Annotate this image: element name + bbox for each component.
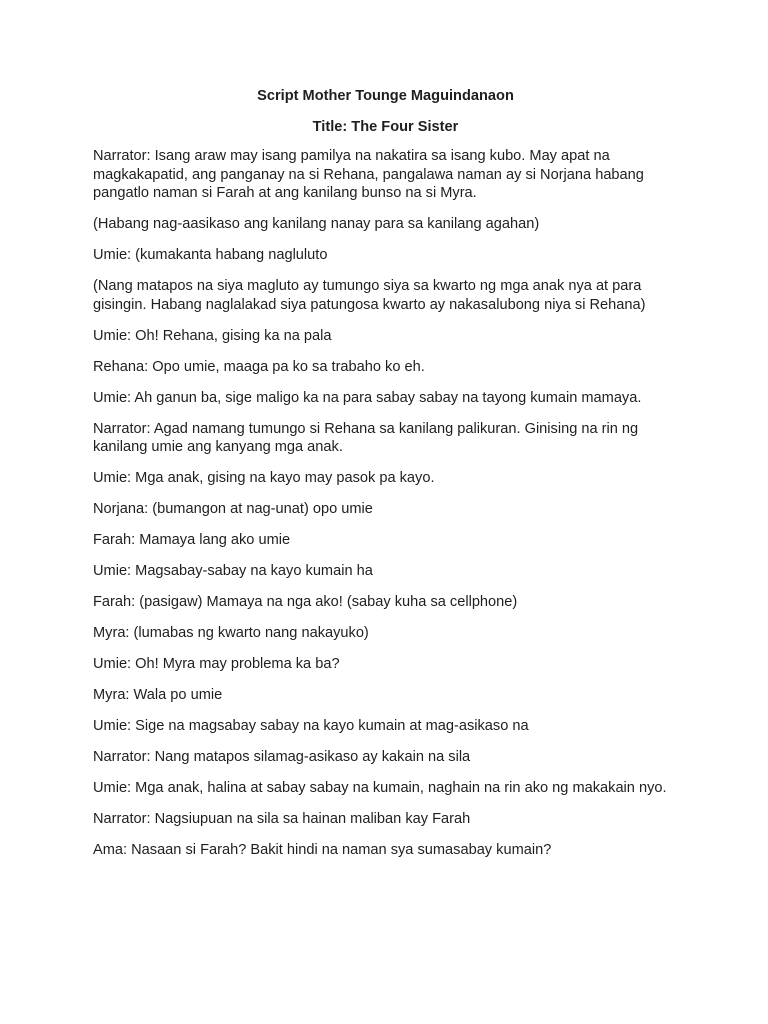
script-line: Umie: Oh! Rehana, gising ka na pala (93, 327, 332, 344)
script-line: Myra: Wala po umie (93, 687, 223, 703)
script-line: Umie: Ah ganun ba, sige maligo ka na para sabay sabay na tayong kumain mamaya. (93, 389, 642, 406)
script-line: Umie: (kumakanta habang nagluluto (93, 247, 328, 263)
script-line: Narrator: Nagsiupuan na sila sa hainan maliban kay Farah (93, 811, 471, 827)
script-line: Umie: Mga anak, gising na kayo may pasok pa kayo. (93, 470, 435, 486)
script-line: Farah: Mamaya lang ako umie (93, 532, 291, 548)
script-line: (Habang nag-aasikaso ang kanilang nanay para sa kanilang agahan) (93, 216, 540, 232)
script-line: Narrator: Agad namang tumungo si Rehana sa kanilang palikuran. Ginising na rin ng kanilang umie ang kanyang mga anak. (93, 420, 639, 455)
script-line: Umie: Mga anak, halina at sabay sabay na kumain, naghain na rin ako ng makakain nyo. (93, 780, 667, 796)
script-line: Farah: (pasigaw) Mamaya na nga ako! (sabay kuha sa cellphone) (93, 594, 518, 610)
script-line: Umie: Sige na magsabay sabay na kayo kumain at mag-asikaso na (93, 718, 529, 734)
script-line: Umie: Magsabay-sabay na kayo kumain ha (93, 563, 373, 579)
script-line: Narrator: Isang araw may isang pamilya na nakatira sa isang kubo. May apat na magkakapatid, ang panganay na si Rehana, pangalawa naman ay si Norjana habang pangatlo naman si Farah at ang kanilang bunso na si Myra. (93, 148, 644, 201)
script-line: (Nang matapos na siya magluto ay tumungo siya sa kwarto ng mga anak nya at para gisingin. Habang naglalakad siya patungosa kwarto ay nakasalubong niya si Rehana) (93, 278, 646, 313)
script-line: Umie: Oh! Myra may problema ka ba? (93, 656, 340, 672)
script-line: Myra: (lumabas ng kwarto nang nakayuko) (93, 625, 369, 641)
script-line: Rehana: Opo umie, maaga pa ko sa trabaho ko eh. (93, 358, 425, 375)
script-line: Narrator: Nang matapos silamag-asikaso ay kakain na sila (93, 749, 471, 765)
script-line: Ama: Nasaan si Farah? Bakit hindi na naman sya sumasabay kumain? (93, 842, 552, 858)
script-line: Norjana: (bumangon at nag-unat) opo umie (93, 501, 373, 517)
document-title: Title: The Four Sister (312, 119, 459, 135)
document-heading: Script Mother Tounge Maguindanaon (257, 88, 514, 104)
